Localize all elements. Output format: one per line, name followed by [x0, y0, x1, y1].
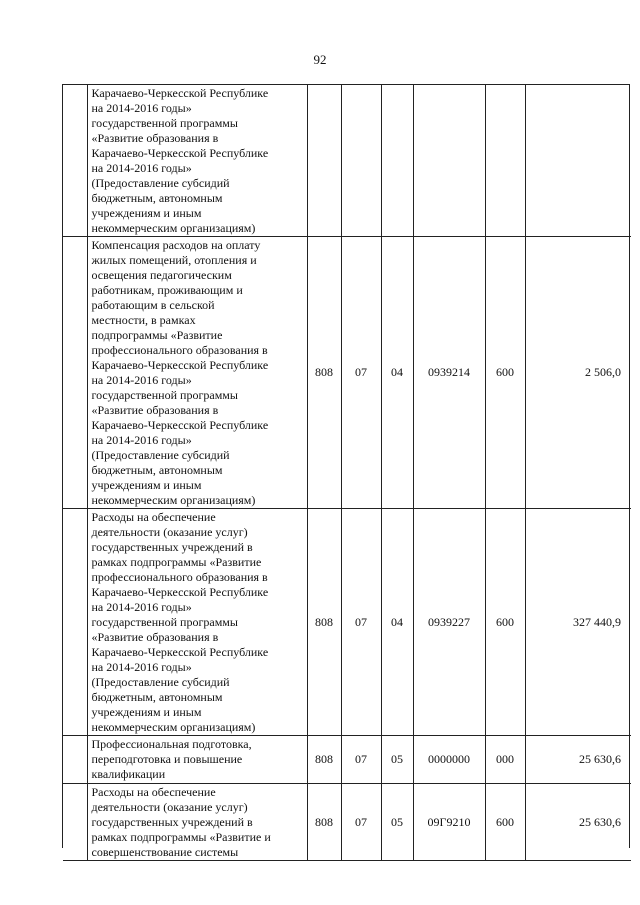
section-code: 07: [341, 237, 381, 509]
item-name: Профессиональная подготовка, переподготовка и повышение квалификации: [87, 736, 307, 784]
item-name: Карачаево-Черкесской Республике на 2014-2016 годы» государственной программы «Развитие образования в Карачаево-Черкесской Республике на 2014-2016 годы» (Предоставление субсидий бюджетным, автономным учреждениям и иным некоммерческим организациям): [87, 85, 307, 237]
subsection-code: 04: [381, 237, 413, 509]
ministry-code: 808: [307, 509, 341, 736]
target-code: [413, 85, 485, 237]
target-code: 0939227: [413, 509, 485, 736]
subsection-code: 04: [381, 509, 413, 736]
amount: 2 506,0: [525, 237, 631, 509]
section-code: 07: [341, 509, 381, 736]
table-row: [63, 736, 631, 784]
item-name: Компенсация расходов на оплату жилых помещений, отопления и освещения педагогическим работникам, проживающим и работающим в сельской местности, в рамках подпрограммы «Развитие профессионального образования в Карачаево-Черкесской Республике на 2014-2016 годы» государственной программы «Развитие образования в Карачаево-Черкесской Республике на 2014-2016 годы» (Предоставление субсидий бюджетным, автономным учреждениям и иным некоммерческим организациям): [87, 237, 307, 509]
amount: 25 630,6: [525, 784, 631, 861]
ministry-code: 808: [307, 237, 341, 509]
table-row: [63, 85, 631, 237]
expense-type-code: 600: [485, 237, 525, 509]
expense-type-code: 600: [485, 509, 525, 736]
index-cell: [63, 509, 87, 736]
subsection-code: 05: [381, 784, 413, 861]
amount: [525, 85, 631, 237]
ministry-code: 808: [307, 736, 341, 784]
amount: 25 630,6: [525, 736, 631, 784]
ministry-code: 808: [307, 784, 341, 861]
section-code: 07: [341, 736, 381, 784]
section-code: [341, 85, 381, 237]
table-row: [63, 784, 631, 861]
index-cell: [63, 784, 87, 861]
expense-type-code: [485, 85, 525, 237]
index-cell: [63, 237, 87, 509]
page-number: 92: [313, 52, 327, 67]
section-code: 07: [341, 784, 381, 861]
subsection-code: 05: [381, 736, 413, 784]
ministry-code: [307, 85, 341, 237]
amount: 327 440,9: [525, 509, 631, 736]
subsection-code: [381, 85, 413, 237]
target-code: 0000000: [413, 736, 485, 784]
index-cell: [63, 736, 87, 784]
expense-type-code: 600: [485, 784, 525, 861]
index-cell: [63, 85, 87, 237]
item-name: Расходы на обеспечение деятельности (оказание услуг) государственных учреждений в рамках подпрограммы «Развитие и совершенствование системы: [87, 784, 307, 861]
target-code: 09Г9210: [413, 784, 485, 861]
target-code: 0939214: [413, 237, 485, 509]
table-row: [63, 509, 631, 736]
table-row: [63, 237, 631, 509]
expense-type-code: 000: [485, 736, 525, 784]
budget-table: [62, 84, 630, 859]
item-name: Расходы на обеспечение деятельности (оказание услуг) государственных учреждений в рамках подпрограммы «Развитие профессионального образования в Карачаево-Черкесской Республике на 2014-2016 годы» государственной программы «Развитие образования в Карачаево-Черкесской Республике на 2014-2016 годы» (Предоставление субсидий бюджетным, автономным учреждениям и иным некоммерческим организациям): [87, 509, 307, 736]
